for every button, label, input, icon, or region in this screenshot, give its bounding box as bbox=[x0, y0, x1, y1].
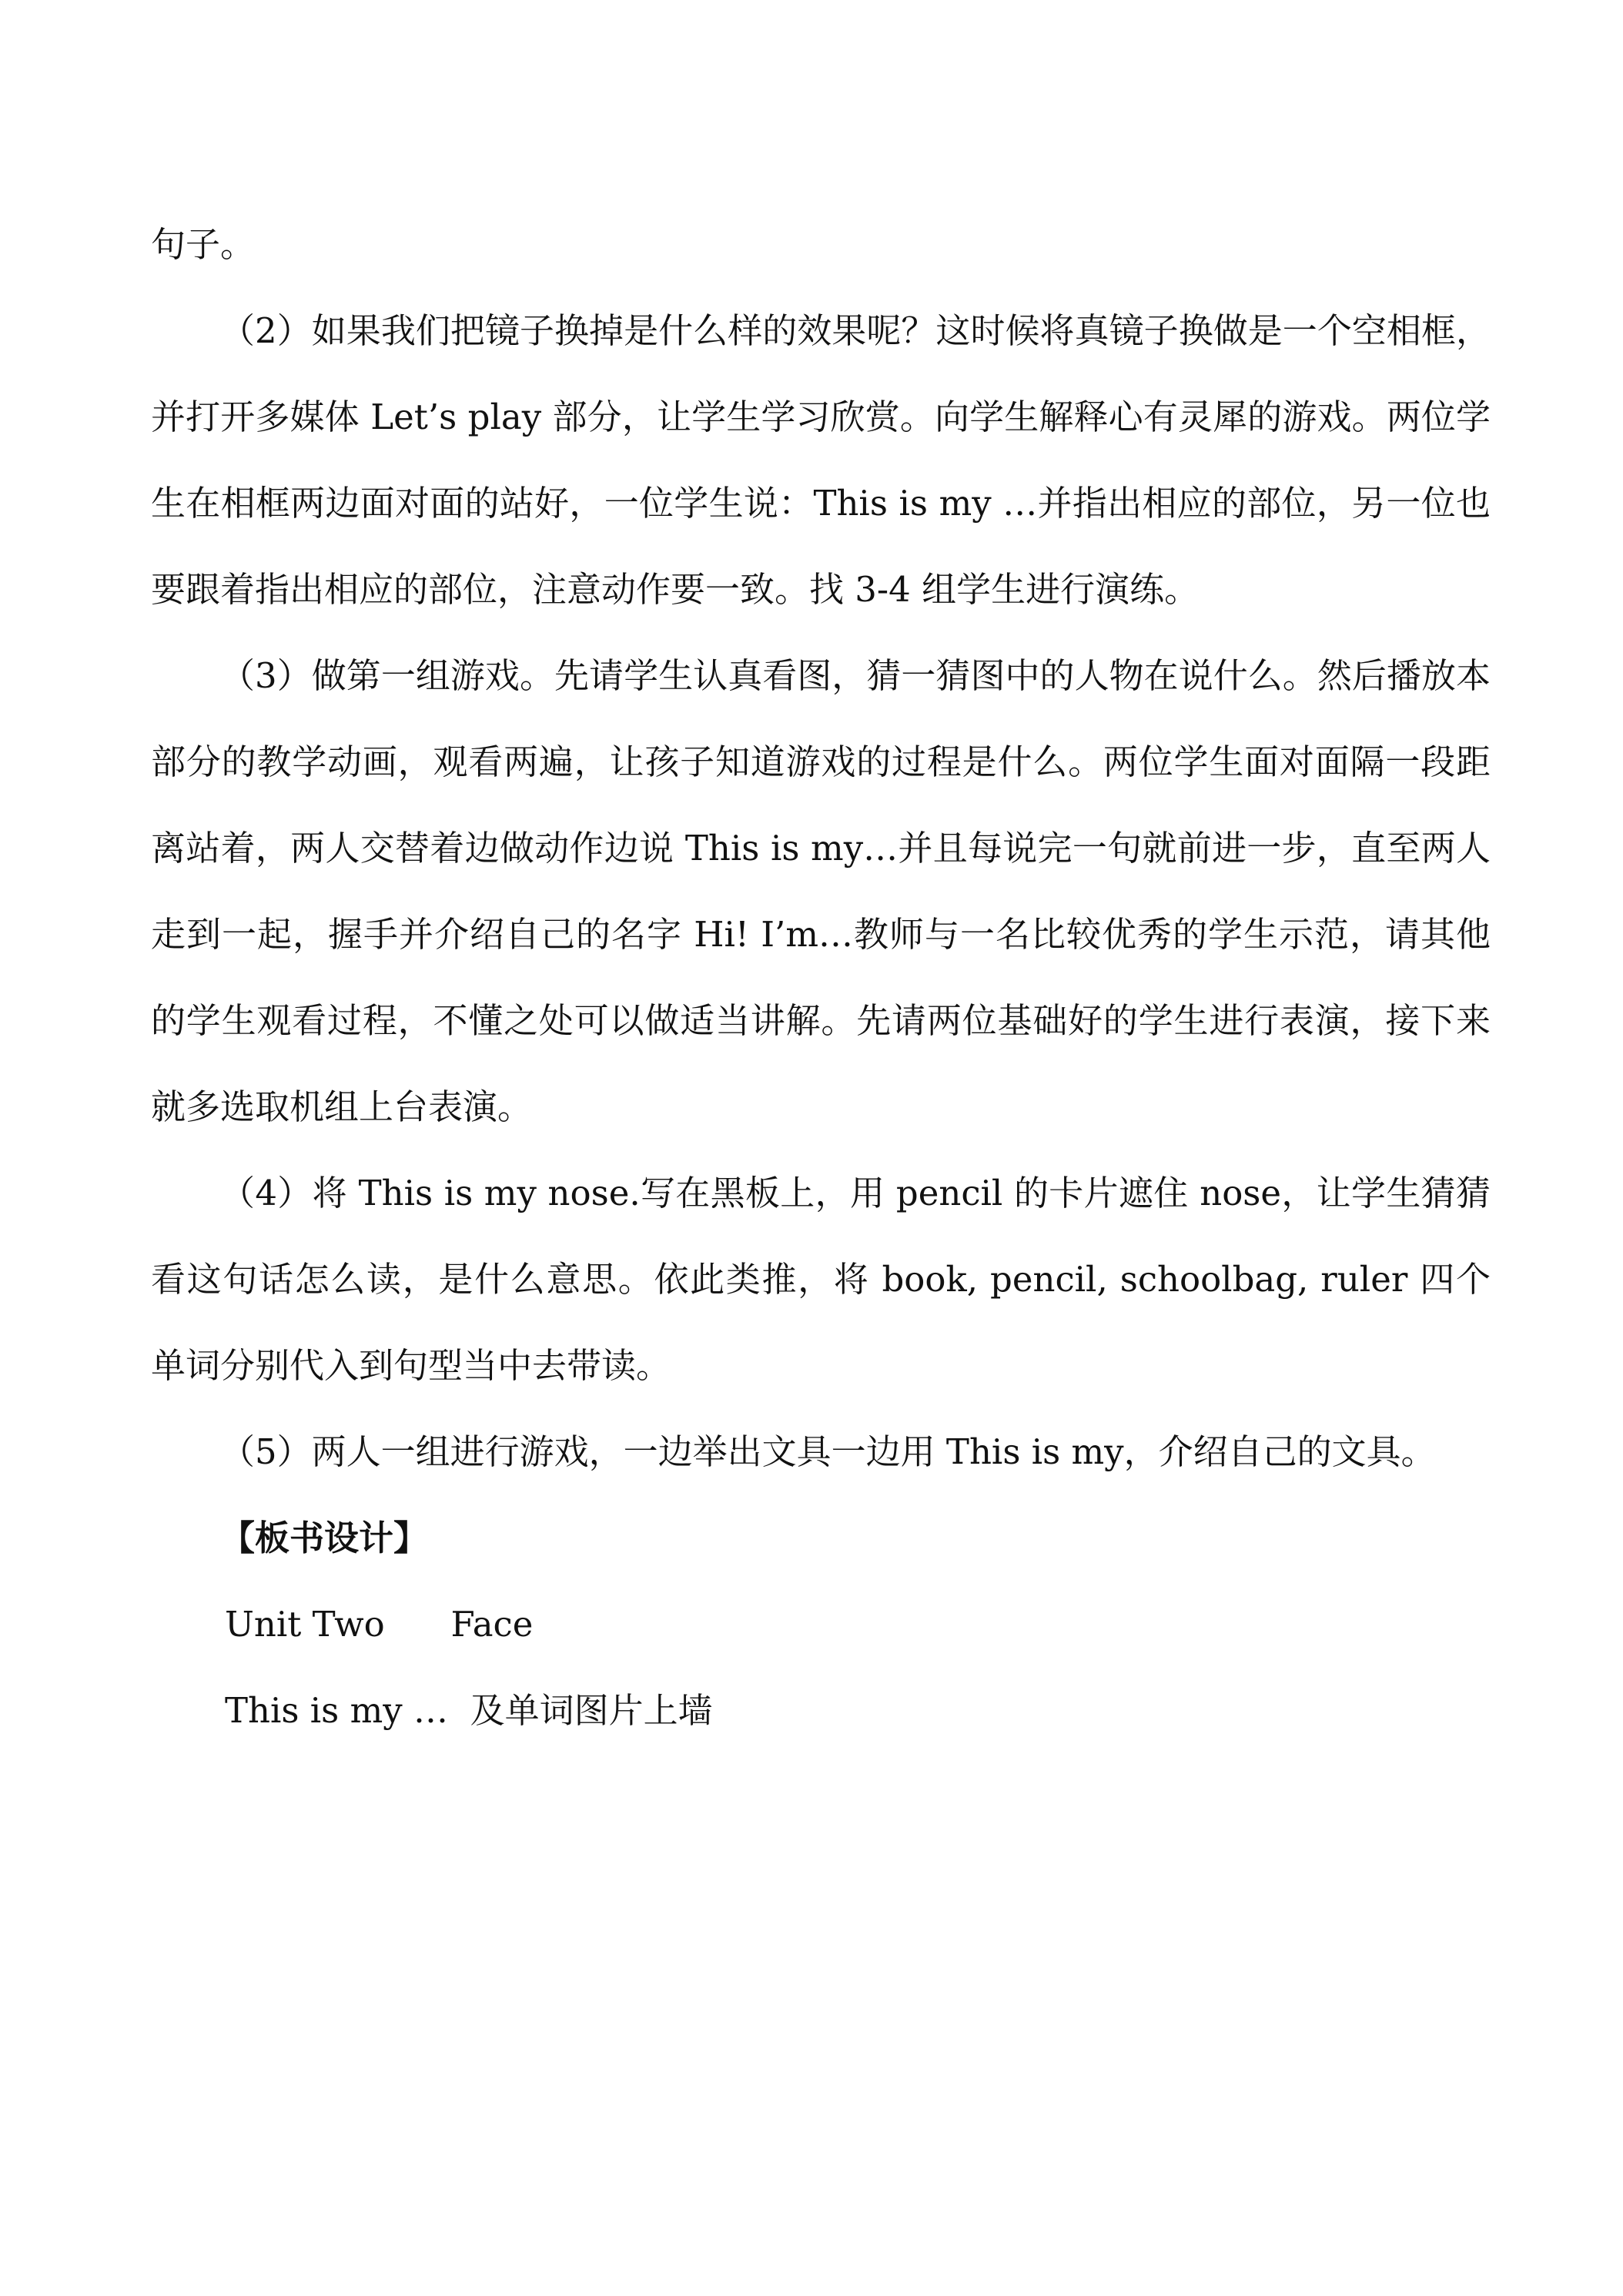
paragraph-step-5: （5）两人一组进行游戏，一边举出文具一边用 This is my，介绍自己的文具。 bbox=[220, 1431, 1436, 1472]
paragraph-step-3: （3）做第一组游戏。先请学生认真看图，猜一猜图中的人物在说什么。然后播放本部分的教学动画，观看两遍，让孩子知道游戏的过程是什么。两位学生面对面隔一段距离站着，两人交替着边做动作边说 This is my…并且每说完一句就前进一步，直至两人走到一起，握手并介绍自己的名字 Hi! I’m…教师与一名比较优秀的学生示范，请其他的学生观看过程，不懂之处可以做适当讲解。先请两位基础好的学生进行表演，接下来就多选取机组上台表演。 bbox=[151, 655, 1491, 1127]
board-design-heading: 【板书设计】 bbox=[220, 1518, 429, 1558]
paragraph-continuation: 句子。 bbox=[151, 224, 256, 265]
paragraph-step-4: （4）将 This is my nose.写在黑板上，用 pencil 的卡片遮住 nose，让学生猜猜看这句话怎么读，是什么意思。依此类推，将 book, pencil, schoolbag, ruler 四个单词分别代入到句型当中去带读。 bbox=[151, 1173, 1491, 1386]
board-line-unit: Unit Two Face bbox=[225, 1604, 534, 1645]
board-line-sentence: This is my … 及单词图片上墙 bbox=[225, 1690, 713, 1731]
paragraph-step-2: （2）如果我们把镜子换掉是什么样的效果呢？这时候将真镜子换做是一个空相框，并打开多媒体 Let’s play 部分，让学生学习欣赏。向学生解释心有灵犀的游戏。两位学生在相框两边面对面的站好，一位学生说：This is my …并指出相应的部位，另一位也要跟着指出相应的部位，注意动作要一致。找 3-4 组学生进行演练。 bbox=[151, 310, 1491, 610]
document-body bbox=[151, 202, 1491, 1754]
